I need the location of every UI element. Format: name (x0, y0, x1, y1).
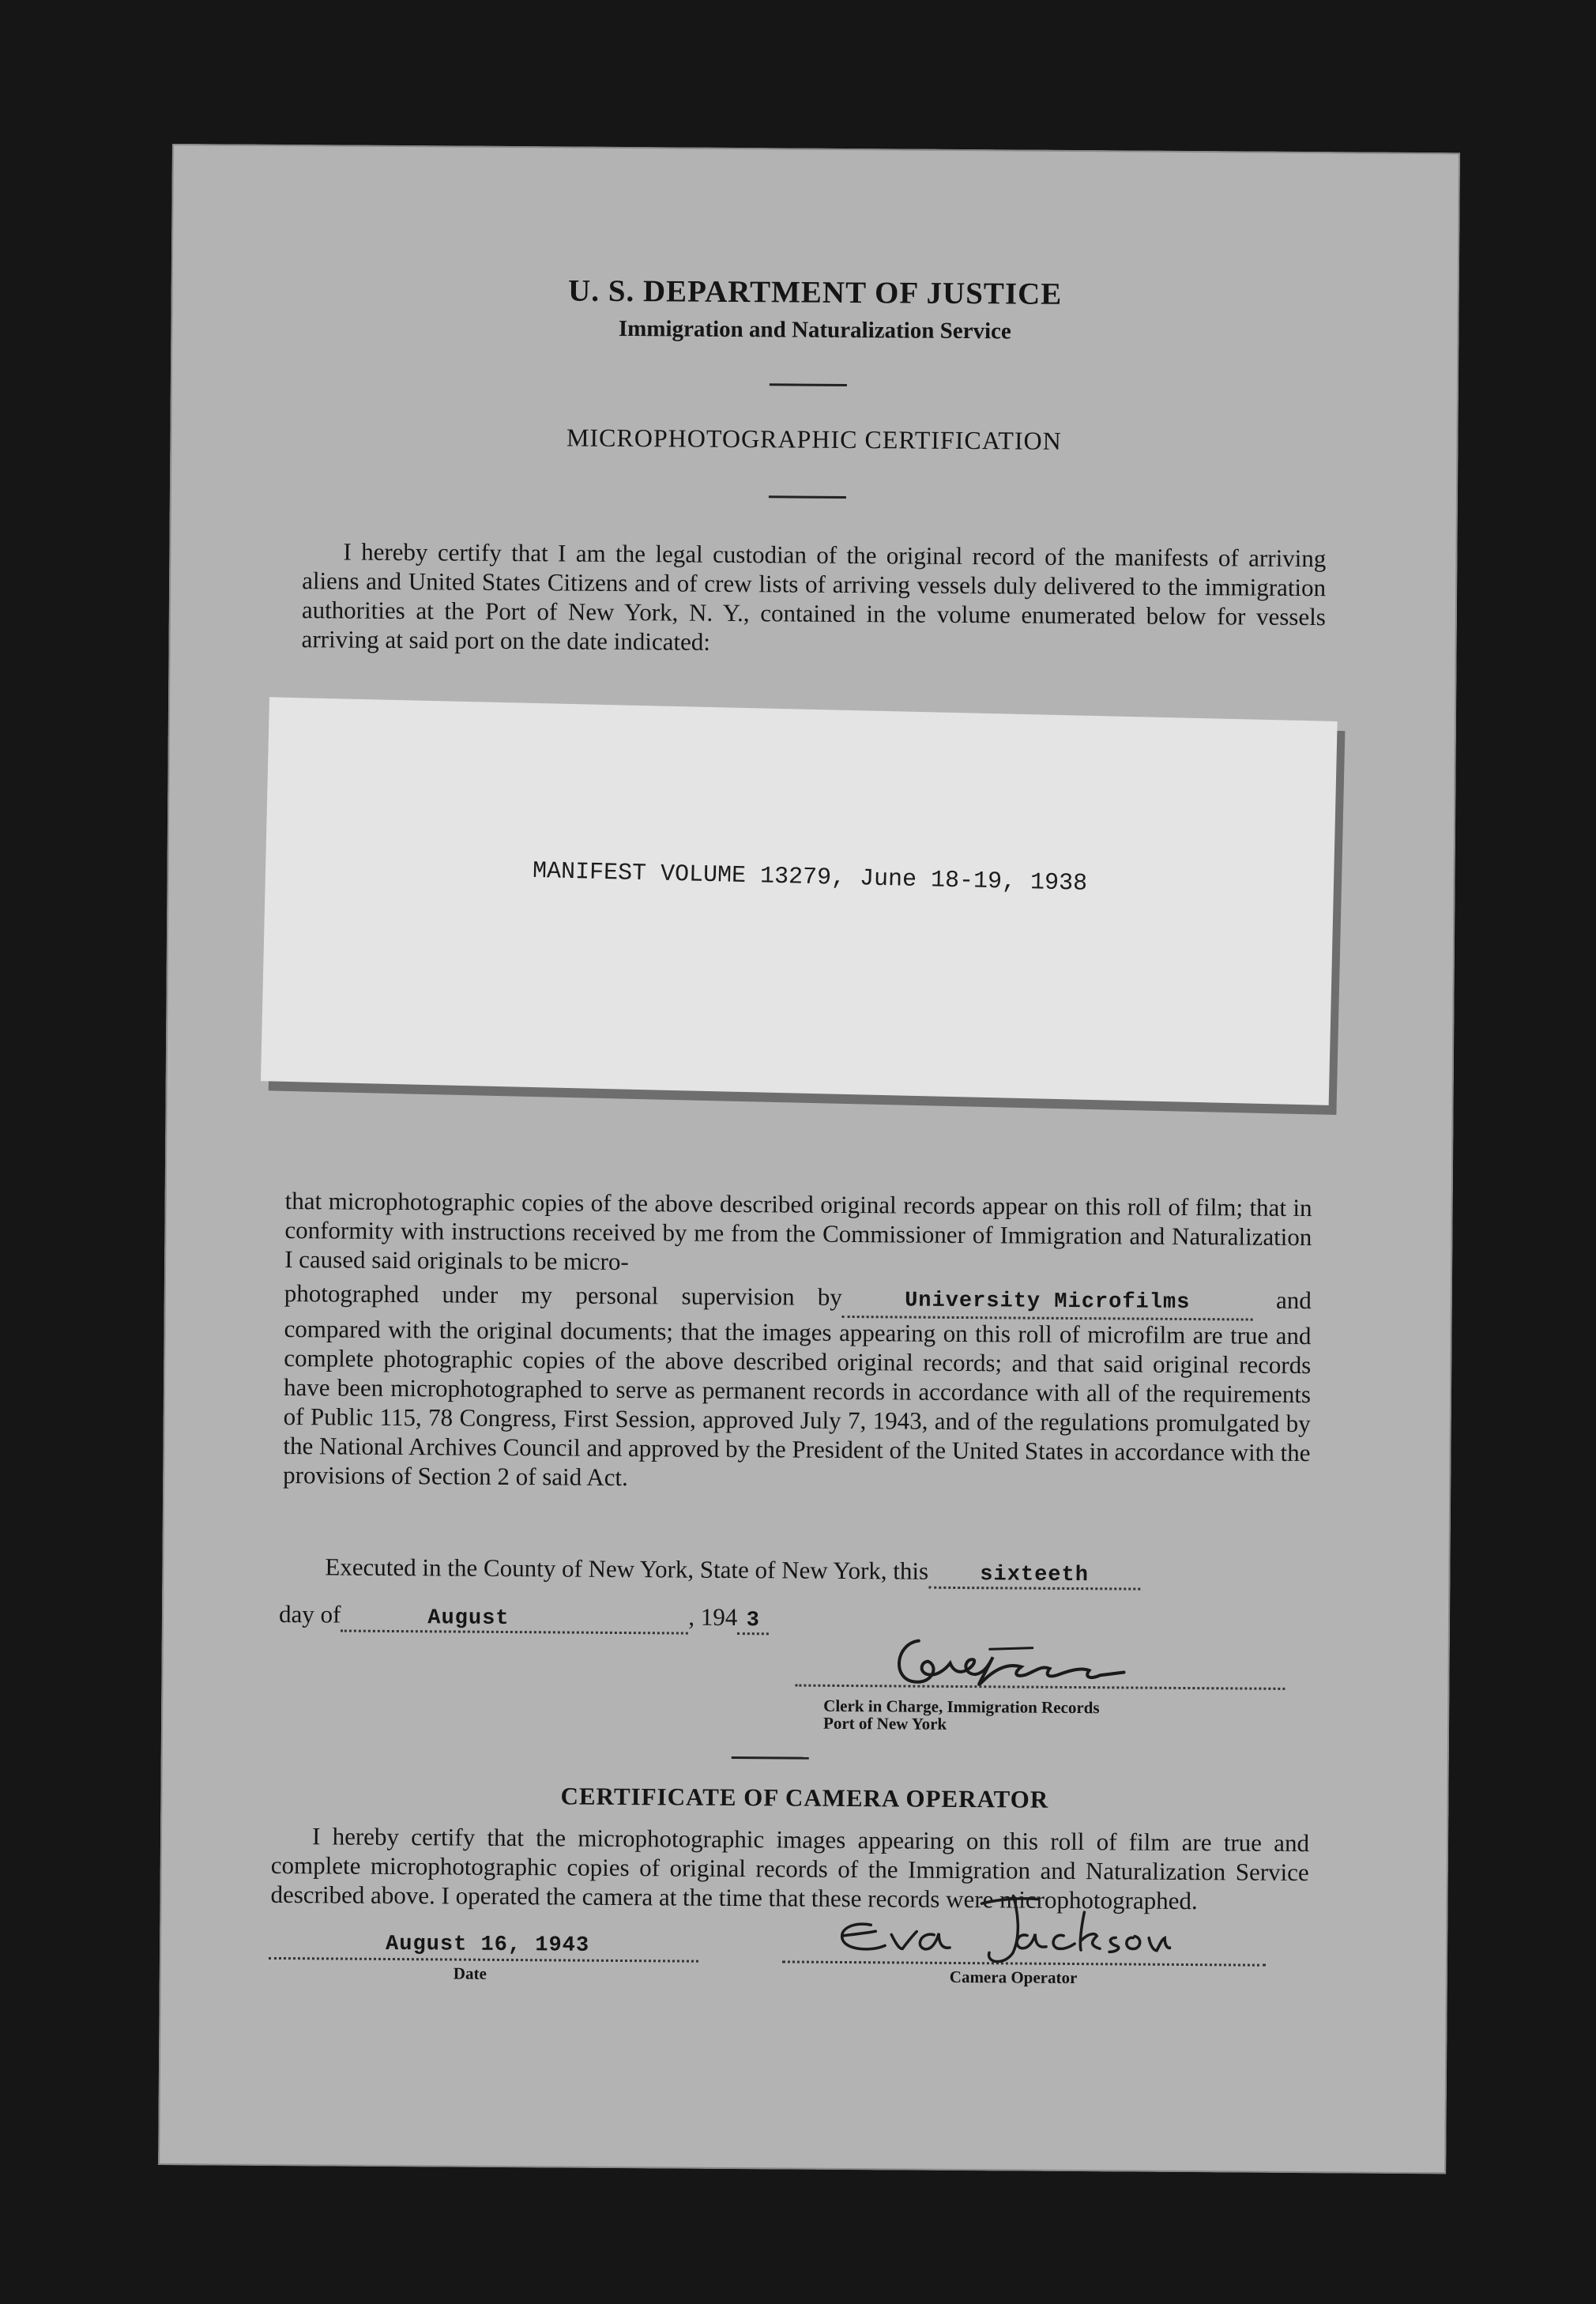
day-of-label: day of (278, 1599, 341, 1628)
operator-signature (823, 1887, 1172, 1976)
volume-slip (261, 697, 1338, 1105)
certification-body (283, 1186, 1312, 1496)
divider (769, 495, 846, 499)
intro-text: I hereby certify that I am the legal custodian of the original record of the manifests of arriving aliens and United States Citizens and of crew lists of arriving vessels duly delivered to the immigration authorities at the Port of New York, N. Y., contained in the volume enumerated below for vessels arriving at said port on the date indicated: (301, 537, 1327, 656)
operator-date-label: Date (453, 1963, 487, 1983)
body-part1: that microphotographic copies of the above described original records appear on this roll of film; that in conformity with instructions received by me from the Commissioner of Immigration and Naturalization I caused said originals to be micro- (284, 1187, 1312, 1276)
clerk-title-line2: Port of New York (822, 1713, 947, 1734)
operator-text: I hereby certify that the microphotographic images appearing on this roll of film are true and complete microphotographic copies of original records of the Immigration and Naturalization Service described above. I operated the camera at the time that these records were microphotographed. (270, 1822, 1310, 1915)
certification-title: MICROPHOTOGRAPHIC CERTIFICATION (566, 423, 1062, 455)
clerk-signature (886, 1624, 1140, 1697)
photographer-value: University Microfilms (905, 1289, 1191, 1316)
day-field (928, 1557, 1140, 1591)
divider (770, 383, 847, 386)
body-part2-rest: and compared with the original documents; that the images appearing on this roll of microfilm are true and complete photographic copies of the above described original records; and that said original records have been microphotographed to serve as permanent records in accordance with all of the requirements of Public 115, 78 Congress, First Session, approved July 7, 1943, and of the regulations promulgated by the National Archives Council and approved by the President of the United States in accordance with the provisions of Section 2 of said Act. (283, 1286, 1312, 1492)
month-field (341, 1601, 688, 1635)
service-subheading: Immigration and Naturalization Service (618, 315, 1011, 344)
agency-heading: U. S. DEPARTMENT OF JUSTICE (567, 273, 1063, 311)
month-value: August (427, 1606, 510, 1632)
body-part2 (283, 1278, 1312, 1496)
volume-slip-text: MANIFEST VOLUME 13279, June 18-19, 1938 (532, 857, 1088, 898)
operator-date-line (269, 1957, 698, 1963)
divider (732, 1756, 809, 1760)
execution-line (325, 1553, 1140, 1590)
body-part2-lead: photographed under my personal supervision by (284, 1279, 842, 1311)
year-field (737, 1603, 769, 1635)
photographer-field (842, 1282, 1253, 1321)
certificate-page (158, 144, 1460, 2174)
intro-paragraph (301, 536, 1326, 661)
clerk-title-line1: Clerk in Charge, Immigration Records (823, 1696, 1100, 1718)
clerk-title (823, 1697, 1100, 1734)
date-line (279, 1600, 770, 1635)
year-prefix: , 194 (688, 1602, 738, 1632)
year-digit: 3 (746, 1609, 761, 1633)
operator-date-value: August 16, 1943 (385, 1932, 590, 1958)
execution-lead: Executed in the County of New York, State of New York, this (325, 1553, 929, 1585)
operator-section-title: CERTIFICATE OF CAMERA OPERATOR (560, 1782, 1049, 1813)
operator-label: Camera Operator (949, 1967, 1078, 1988)
day-value: sixteeth (980, 1563, 1090, 1588)
